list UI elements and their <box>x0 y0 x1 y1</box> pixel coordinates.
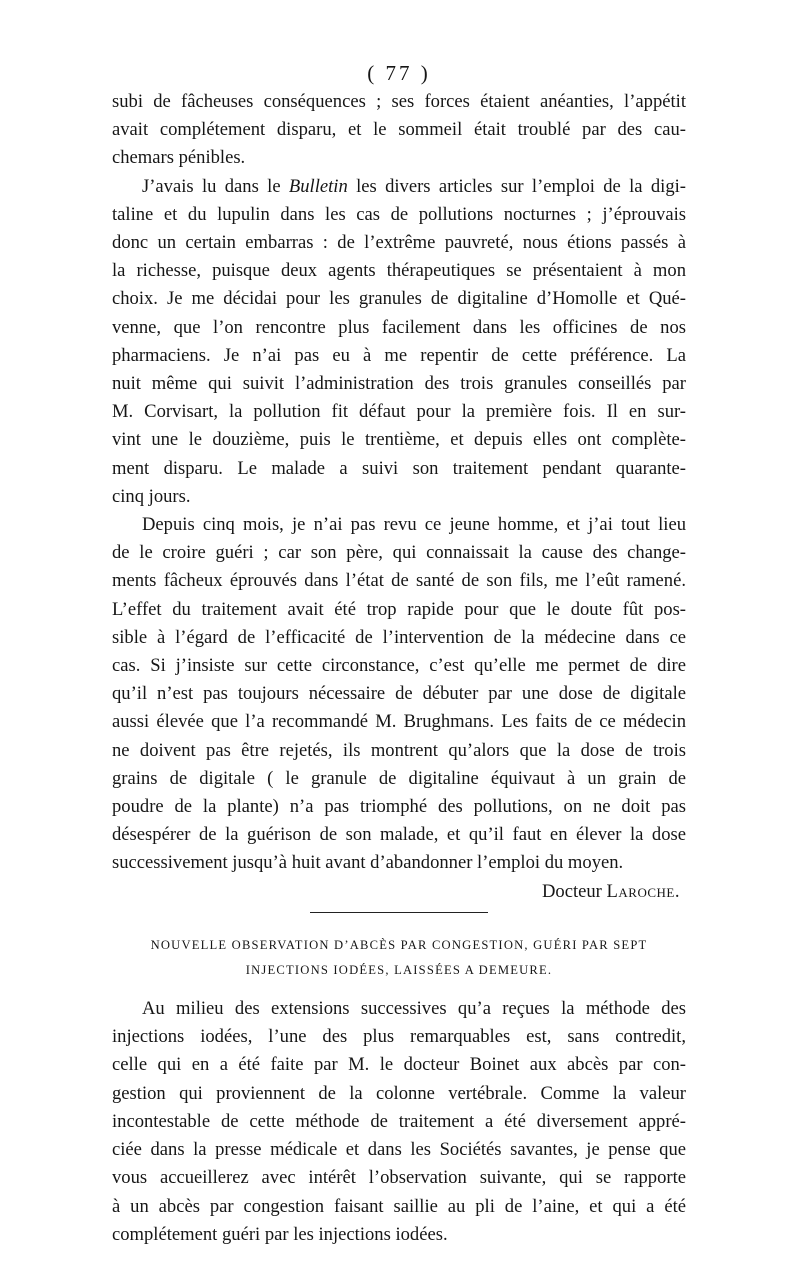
text-line: pharmaciens. Je n’ai pas eu à me repentir de cette préférence. La <box>112 344 686 366</box>
text-line: cinq jours. <box>112 485 191 507</box>
journal-title: Bulletin <box>288 175 348 197</box>
text-line: ments fâcheux éprouvés dans l’état de santé de son fils, me l’eût ramené. <box>112 570 686 592</box>
paragraph-injections-iodees <box>112 995 686 1250</box>
section-heading-line: INJECTIONS IODÉES, LAISSÉES A DEMEURE. <box>245 962 553 977</box>
text-line: celle qui en a été faite par M. le docteur Boinet aux abcès par con- <box>112 1054 686 1076</box>
text-line: Depuis cinq mois, je n’ai pas revu ce jeune homme, et j’ai tout lieu <box>142 514 686 536</box>
text-line: ciée dans la presse médicale et dans les Sociétés savantes, je pense que <box>112 1139 686 1161</box>
text-line: injections iodées, l’une des plus remarquables est, sans contredit, <box>112 1025 686 1047</box>
text-line: sible à l’égard de l’efficacité de l’intervention de la médecine dans ce <box>112 626 686 648</box>
text-line: poudre de la plante) n’a pas triomphé des pollutions, on ne doit pas <box>112 796 686 818</box>
text-line: nuit même qui suivit l’administration des trois granules conseillés par <box>112 373 686 395</box>
text-line: de le croire guéri ; car son père, qui connaissait la cause des change- <box>112 542 686 564</box>
text-line: cas. Si j’insiste sur cette circonstance, c’est qu’elle me permet de dire <box>112 655 686 677</box>
book-page <box>112 58 686 1249</box>
text-line: avait complétement disparu, et le sommeil était troublé par des cau- <box>112 119 686 141</box>
text-line: aussi élevée que l’a recommandé M. Brughmans. Les faits de ce médecin <box>112 711 686 733</box>
text-line: subi de fâcheuses conséquences ; ses forces étaient anéanties, l’appétit <box>112 91 686 112</box>
text-line: J’avais lu dans le Bulletin les divers articles sur l’emploi de la digi- <box>142 175 686 197</box>
text-line: ment disparu. Le malade a suivi son traitement pendant quarante- <box>112 457 686 479</box>
paragraph-depuis-cinq-mois <box>112 511 686 878</box>
paragraph-continuation <box>112 88 686 173</box>
signature-title: Docteur <box>541 880 602 902</box>
text-line: M. Corvisart, la pollution fit défaut pour la première fois. Il en sur- <box>112 401 686 423</box>
section-heading <box>112 933 686 983</box>
signature <box>112 878 686 906</box>
text-line: gestion qui proviennent de la colonne vertébrale. Comme la valeur <box>112 1082 686 1104</box>
text-line: complétement guéri par les injections iodées. <box>112 1224 448 1246</box>
text-line: chemars pénibles. <box>112 147 246 169</box>
text-line: Au milieu des extensions successives qu’a reçues la méthode des <box>142 997 686 1019</box>
page-number: ( 77 ) <box>367 61 431 85</box>
paragraph-digitaline <box>112 173 686 511</box>
text-line: à un abcès par congestion faisant saillie au pli de l’aine, et qui a été <box>112 1195 686 1217</box>
text-line: grains de digitale ( le granule de digitaline équivaut à un grain de <box>112 767 686 789</box>
text-line: vint une le douzième, puis le trentième, et depuis elles ont complète- <box>112 429 686 451</box>
text-line: la richesse, puisque deux agents thérapeutiques se présentaient à mon <box>112 260 686 282</box>
text-line: vous accueillerez avec intérêt l’observation suivante, qui se rapporte <box>112 1167 686 1189</box>
section-body <box>112 995 686 1250</box>
text-line: choix. Je me décidai pour les granules de digitaline d’Homolle et Qué- <box>112 288 686 310</box>
text-line: désespérer de la guérison de son malade, et qu’il faut en élever la dose <box>112 824 686 846</box>
text-line: ne doivent pas être rejetés, ils montrent qu’alors que la dose de trois <box>112 739 686 761</box>
text-line: incontestable de cette méthode de traitement a été diversement appré- <box>112 1110 686 1132</box>
text-line: donc un certain embarras : de l’extrême pauvreté, nous étions passés à <box>112 232 686 254</box>
section-divider <box>310 912 488 913</box>
section-heading-line: NOUVELLE OBSERVATION D’ABCÈS PAR CONGESTION, GUÉRI PAR SEPT <box>150 937 648 952</box>
text-line: venne, que l’on rencontre plus facilement dans les officines de nos <box>112 316 686 338</box>
text-line: qu’il n’est pas toujours nécessaire de débuter par une dose de digitale <box>112 683 686 705</box>
text-line: L’effet du traitement avait été trop rapide pour que le doute fût pos- <box>112 598 686 620</box>
text-line: taline et du lupulin dans les cas de pollutions nocturnes ; j’éprouvais <box>112 203 686 225</box>
text-line: successivement jusqu’à huit avant d’abandonner l’emploi du moyen. <box>112 852 624 874</box>
signature-name: Laroche. <box>606 880 680 902</box>
